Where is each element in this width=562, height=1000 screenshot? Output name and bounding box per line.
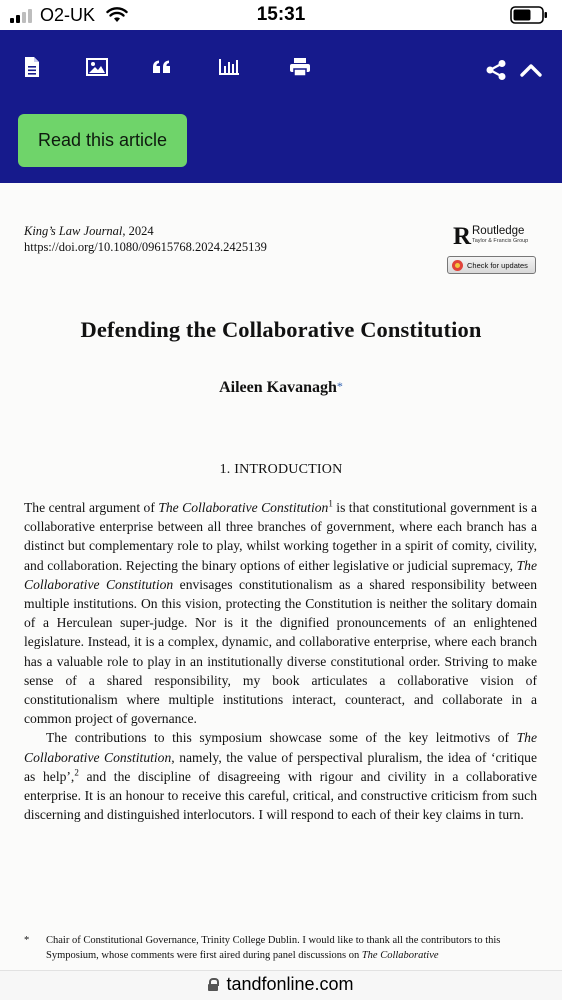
publisher-logo [453, 224, 543, 250]
read-article-button[interactable]: Read this article [18, 114, 187, 167]
journal-citation [24, 223, 267, 255]
check-updates-button[interactable] [447, 256, 536, 274]
image-icon[interactable] [84, 55, 110, 79]
doi-link[interactable]: https://doi.org/10.1080/09615768.2024.2425139 [24, 240, 267, 254]
lock-icon [208, 978, 218, 991]
paragraph-1: The central argument of The Collaborative Constitution$^1$ is that constitutional government is a collaborative enterprise between all three branches of government, where each branch has a distinct but complementary role to play, whilst working together in a spirit of comity, civility, and collaboration. Rejecting the binary options of either legislative or judicial supremacy, The Collaborative Constitution envisages constitutionalism as a shared responsibility between multiple institutions. On this vision, protecting the Constitution is neither the solitary domain of a Herculean super-judge. Nor is it the dignified pronouncements of an enlightened legislature. Instead, it is a complex, dynamic, and collaborative enterprise, where each branch has a valuable role to play in an institutionally diverse constitutional order. Striving to make sense of a shared responsibility, my book articulates a collaborative vision of constitutionalism where multiple institutions interact, counteract, and collaborate in a common project of governance. [24, 498, 537, 727]
crossmark-icon [452, 260, 463, 271]
journal-year: , 2024 [122, 224, 154, 238]
battery-icon [510, 6, 548, 24]
document-icon[interactable] [19, 55, 45, 79]
footnote-ref-2[interactable]: 2 [74, 767, 79, 778]
article-toolbar [0, 30, 562, 183]
footnote-ref-1[interactable]: 1 [328, 498, 333, 509]
url-text[interactable]: tandfonline.com [226, 974, 354, 994]
section-heading: 1. INTRODUCTION [219, 462, 343, 477]
author-name: Aileen Kavanagh [219, 379, 337, 396]
url-bar[interactable] [0, 970, 562, 1000]
quote-icon[interactable] [149, 55, 175, 79]
author-line [0, 379, 562, 397]
chart-icon[interactable] [216, 55, 242, 79]
publisher-mark: R [453, 223, 472, 250]
chevron-up-icon[interactable] [518, 58, 544, 82]
author-footnote-mark[interactable]: * [336, 379, 343, 393]
publisher-name: Routledge [472, 225, 525, 237]
status-bar [0, 0, 562, 30]
footnote-text: Chair of Constitutional Governance, Trinity College Dublin. I would like to thank all the contributors to this Symposium, whose comments were first aired during panel discussions on The Collaborative [46, 935, 501, 961]
article-page [0, 183, 562, 970]
share-icon[interactable] [483, 58, 509, 82]
article-title: Defending the Collaborative Constitution [80, 317, 482, 342]
check-updates-label: Check for updates [467, 260, 528, 270]
print-icon[interactable] [287, 55, 313, 79]
paragraph-2: The contributions to this symposium showcase some of the key leitmotivs of The Collaborative Constitution, namely, the value of perspectival pluralism, the idea of ‘critique as help’,$^2$ and the discipline of disagreeing with rigour and civility in a collaborative enterprise. It is an honour to receive this careful, critical, and constructive criticism from such discerning and distinguished interlocutors. I will respond to each of their key claims in turn. [24, 730, 537, 823]
journal-name: King’s Law Journal [24, 224, 123, 238]
publisher-subtitle: Taylor & Francis Group [472, 238, 529, 244]
footnote [24, 933, 537, 963]
carrier-name: O2-UK [40, 5, 96, 25]
article-body [24, 498, 537, 824]
footnote-mark: * [24, 935, 30, 946]
clock: 15:31 [256, 4, 306, 25]
